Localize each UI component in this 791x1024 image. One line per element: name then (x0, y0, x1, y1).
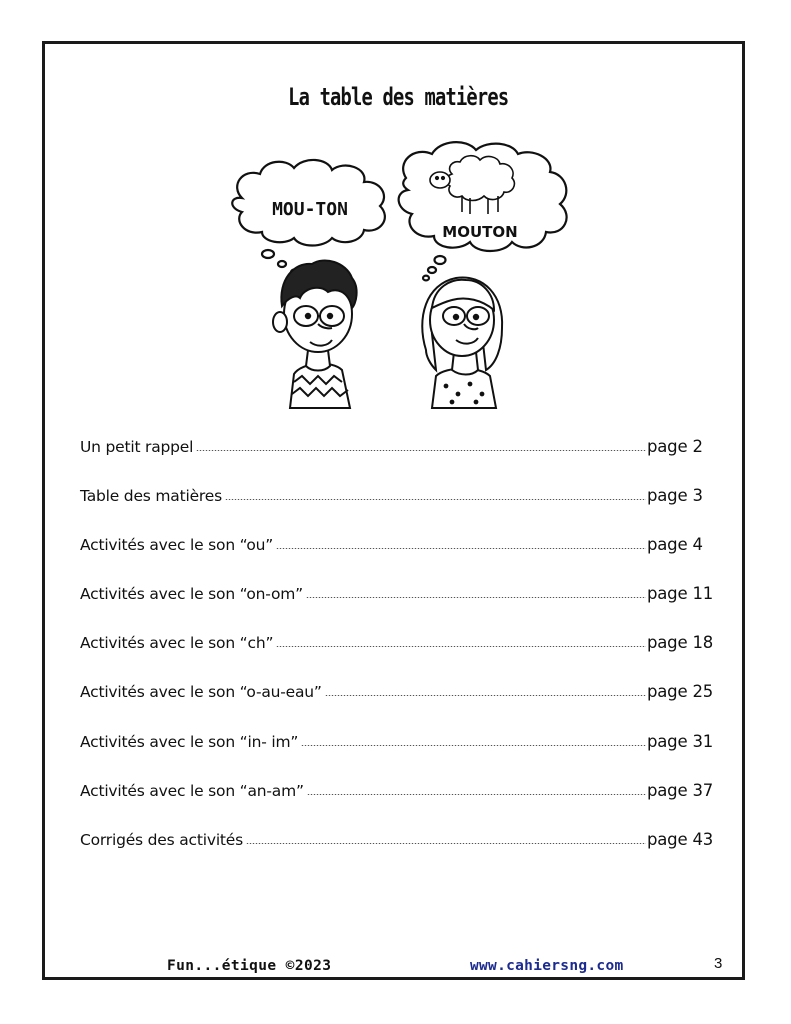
left-bubble-text: MOU-TON (272, 199, 348, 220)
toc-entry-page: page 25 (647, 682, 714, 701)
dot-leader (306, 597, 646, 598)
toc-entry-page: page 31 (647, 732, 714, 751)
boy-figure (273, 260, 357, 408)
toc-entry-page: page 43 (647, 830, 714, 849)
right-bubble-text: MOUTON (442, 223, 518, 241)
dot-leader (301, 745, 646, 746)
toc-entry-label: Activités avec le son “ch” (80, 634, 274, 652)
toc-entry-page: page 4 (647, 535, 703, 554)
toc-entry[interactable] (80, 577, 720, 603)
girl-figure (422, 278, 502, 408)
footer-copyright: Fun...étique ©2023 (167, 958, 332, 974)
toc-entry[interactable] (80, 479, 720, 505)
toc-entry-label: Activités avec le son “in- im” (80, 733, 299, 751)
footer-website-link[interactable]: www.cahiersng.com (470, 958, 624, 974)
toc-entry-label: Table des matières (80, 487, 222, 505)
toc-entry[interactable] (80, 725, 720, 751)
dot-leader (246, 843, 646, 844)
dot-leader (325, 695, 646, 696)
toc-entry-page: page 2 (647, 437, 703, 456)
page-number: 3 (714, 955, 723, 972)
dot-leader (196, 450, 646, 451)
toc-entry-label: Un petit rappel (80, 438, 194, 456)
toc-entry-label: Activités avec le son “an-am” (80, 782, 304, 800)
toc-entry[interactable] (80, 823, 720, 849)
toc-entry-label: Activités avec le son “o-au-eau” (80, 683, 322, 701)
dot-leader (276, 646, 646, 647)
toc-entry-label: Activités avec le son “ou” (80, 536, 274, 554)
toc-entry[interactable] (80, 774, 720, 800)
toc-entry-page: page 11 (647, 584, 714, 603)
toc-entry[interactable] (80, 430, 720, 456)
toc-entry[interactable] (80, 626, 720, 652)
toc-entry[interactable] (80, 528, 720, 554)
toc-entry-label: Activités avec le son “on-om” (80, 585, 303, 603)
toc-entry[interactable] (80, 675, 720, 701)
toc-entry-page: page 3 (647, 486, 703, 505)
page-title: La table des matières (288, 83, 509, 111)
dot-leader (307, 794, 646, 795)
dot-leader (225, 499, 646, 500)
thinking-kids-illustration (220, 138, 580, 413)
toc-entry-page: page 18 (647, 633, 714, 652)
toc-entry-label: Corrigés des activités (80, 831, 244, 849)
dot-leader (276, 548, 646, 549)
toc-entry-page: page 37 (647, 781, 714, 800)
